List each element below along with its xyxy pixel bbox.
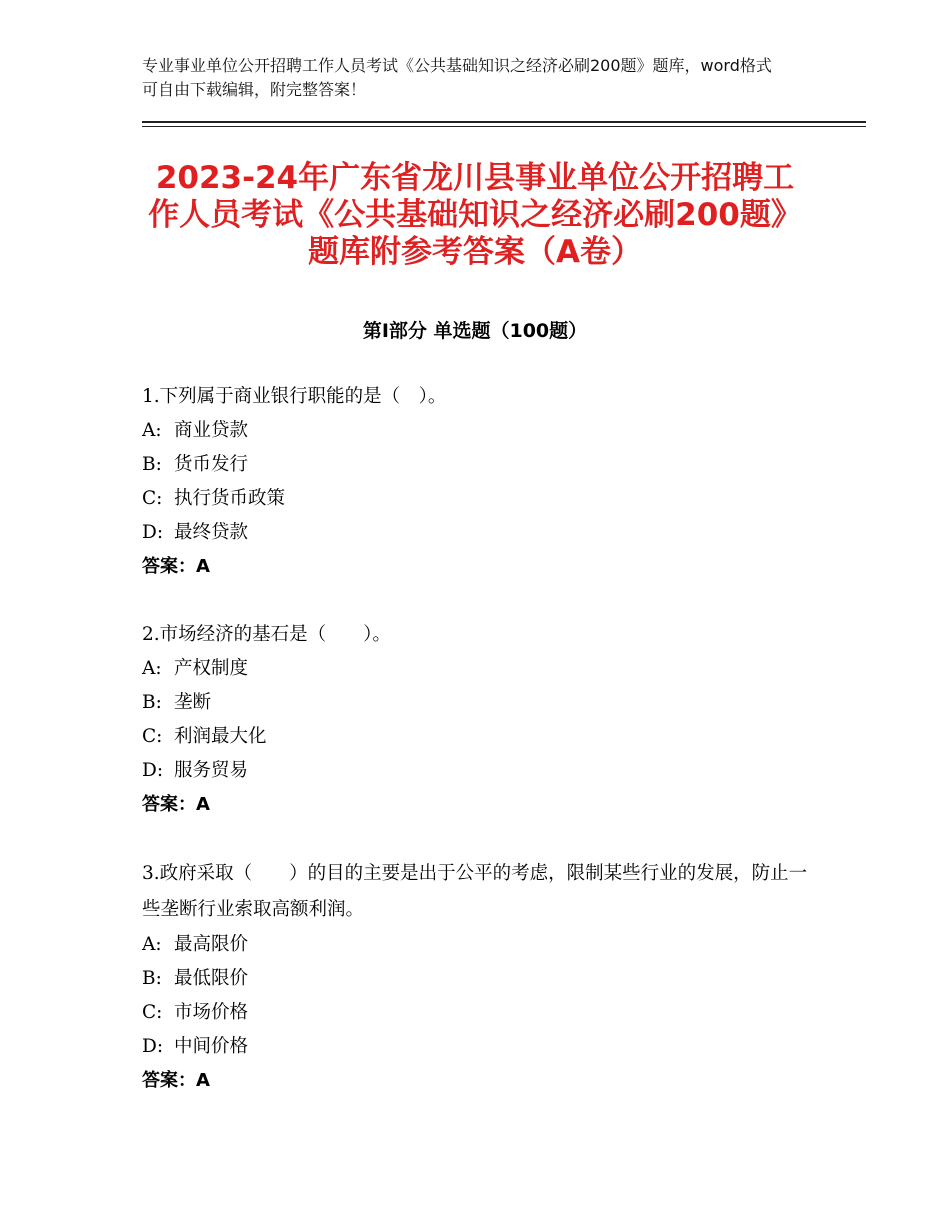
option-text: 中间价格 — [174, 1036, 249, 1057]
option-letter: B: — [142, 692, 162, 713]
option-d — [142, 754, 808, 788]
option-text: 市场价格 — [174, 1002, 249, 1023]
question-1 — [142, 380, 808, 584]
option-d — [142, 516, 808, 550]
answer-line: 答案：A — [142, 1070, 210, 1091]
option-c — [142, 720, 808, 754]
option-letter: C: — [142, 488, 163, 509]
option-letter: D: — [142, 1036, 164, 1057]
question-2 — [142, 618, 808, 822]
option-b — [142, 686, 808, 720]
option-d — [142, 1030, 808, 1064]
option-letter: A: — [142, 658, 162, 679]
option-letter: B: — [142, 968, 162, 989]
header-note: 专业事业单位公开招聘工作人员考试《公共基础知识之经济必刷200题》题库，word格式可自由下载编辑，附完整答案！ — [142, 56, 772, 99]
header-divider-thin — [142, 126, 866, 127]
question-text: 3.政府采取（ ）的目的主要是出于公平的考虑，限制某些行业的发展，防止一些垄断行业索取高额利润。 — [142, 863, 808, 920]
option-letter: B: — [142, 454, 162, 475]
option-c — [142, 482, 808, 516]
option-a — [142, 652, 808, 686]
option-text: 最终贷款 — [174, 522, 249, 543]
question-text: 1.下列属于商业银行职能的是（ ）。 — [142, 386, 447, 407]
option-text: 货币发行 — [174, 454, 249, 475]
option-letter: D: — [142, 522, 164, 543]
option-letter: D: — [142, 760, 164, 781]
option-text: 产权制度 — [174, 658, 249, 679]
option-b — [142, 448, 808, 482]
option-letter: C: — [142, 726, 163, 747]
question-text: 2.市场经济的基石是（ ）。 — [142, 624, 391, 645]
document-title: 2023-24年广东省龙川县事业单位公开招聘工作人员考试《公共基础知识之经济必刷200题》题库附参考答案（A卷） — [148, 160, 802, 270]
option-a — [142, 928, 808, 962]
option-text: 最低限价 — [174, 968, 249, 989]
option-letter: A: — [142, 420, 162, 441]
option-b — [142, 962, 808, 996]
option-text: 服务贸易 — [174, 760, 249, 781]
option-c — [142, 996, 808, 1030]
option-text: 商业贷款 — [174, 420, 249, 441]
option-letter: C: — [142, 1002, 163, 1023]
answer-line: 答案：A — [142, 794, 210, 815]
header-divider-thick — [142, 121, 866, 123]
option-a — [142, 414, 808, 448]
option-text: 垄断 — [174, 692, 212, 713]
option-text: 执行货币政策 — [174, 488, 286, 509]
option-letter: A: — [142, 934, 162, 955]
option-text: 最高限价 — [174, 934, 249, 955]
question-3 — [142, 856, 808, 1098]
answer-line: 答案：A — [142, 556, 210, 577]
option-text: 利润最大化 — [174, 726, 267, 747]
section-heading: 第Ⅰ部分 单选题（100题） — [362, 320, 588, 342]
